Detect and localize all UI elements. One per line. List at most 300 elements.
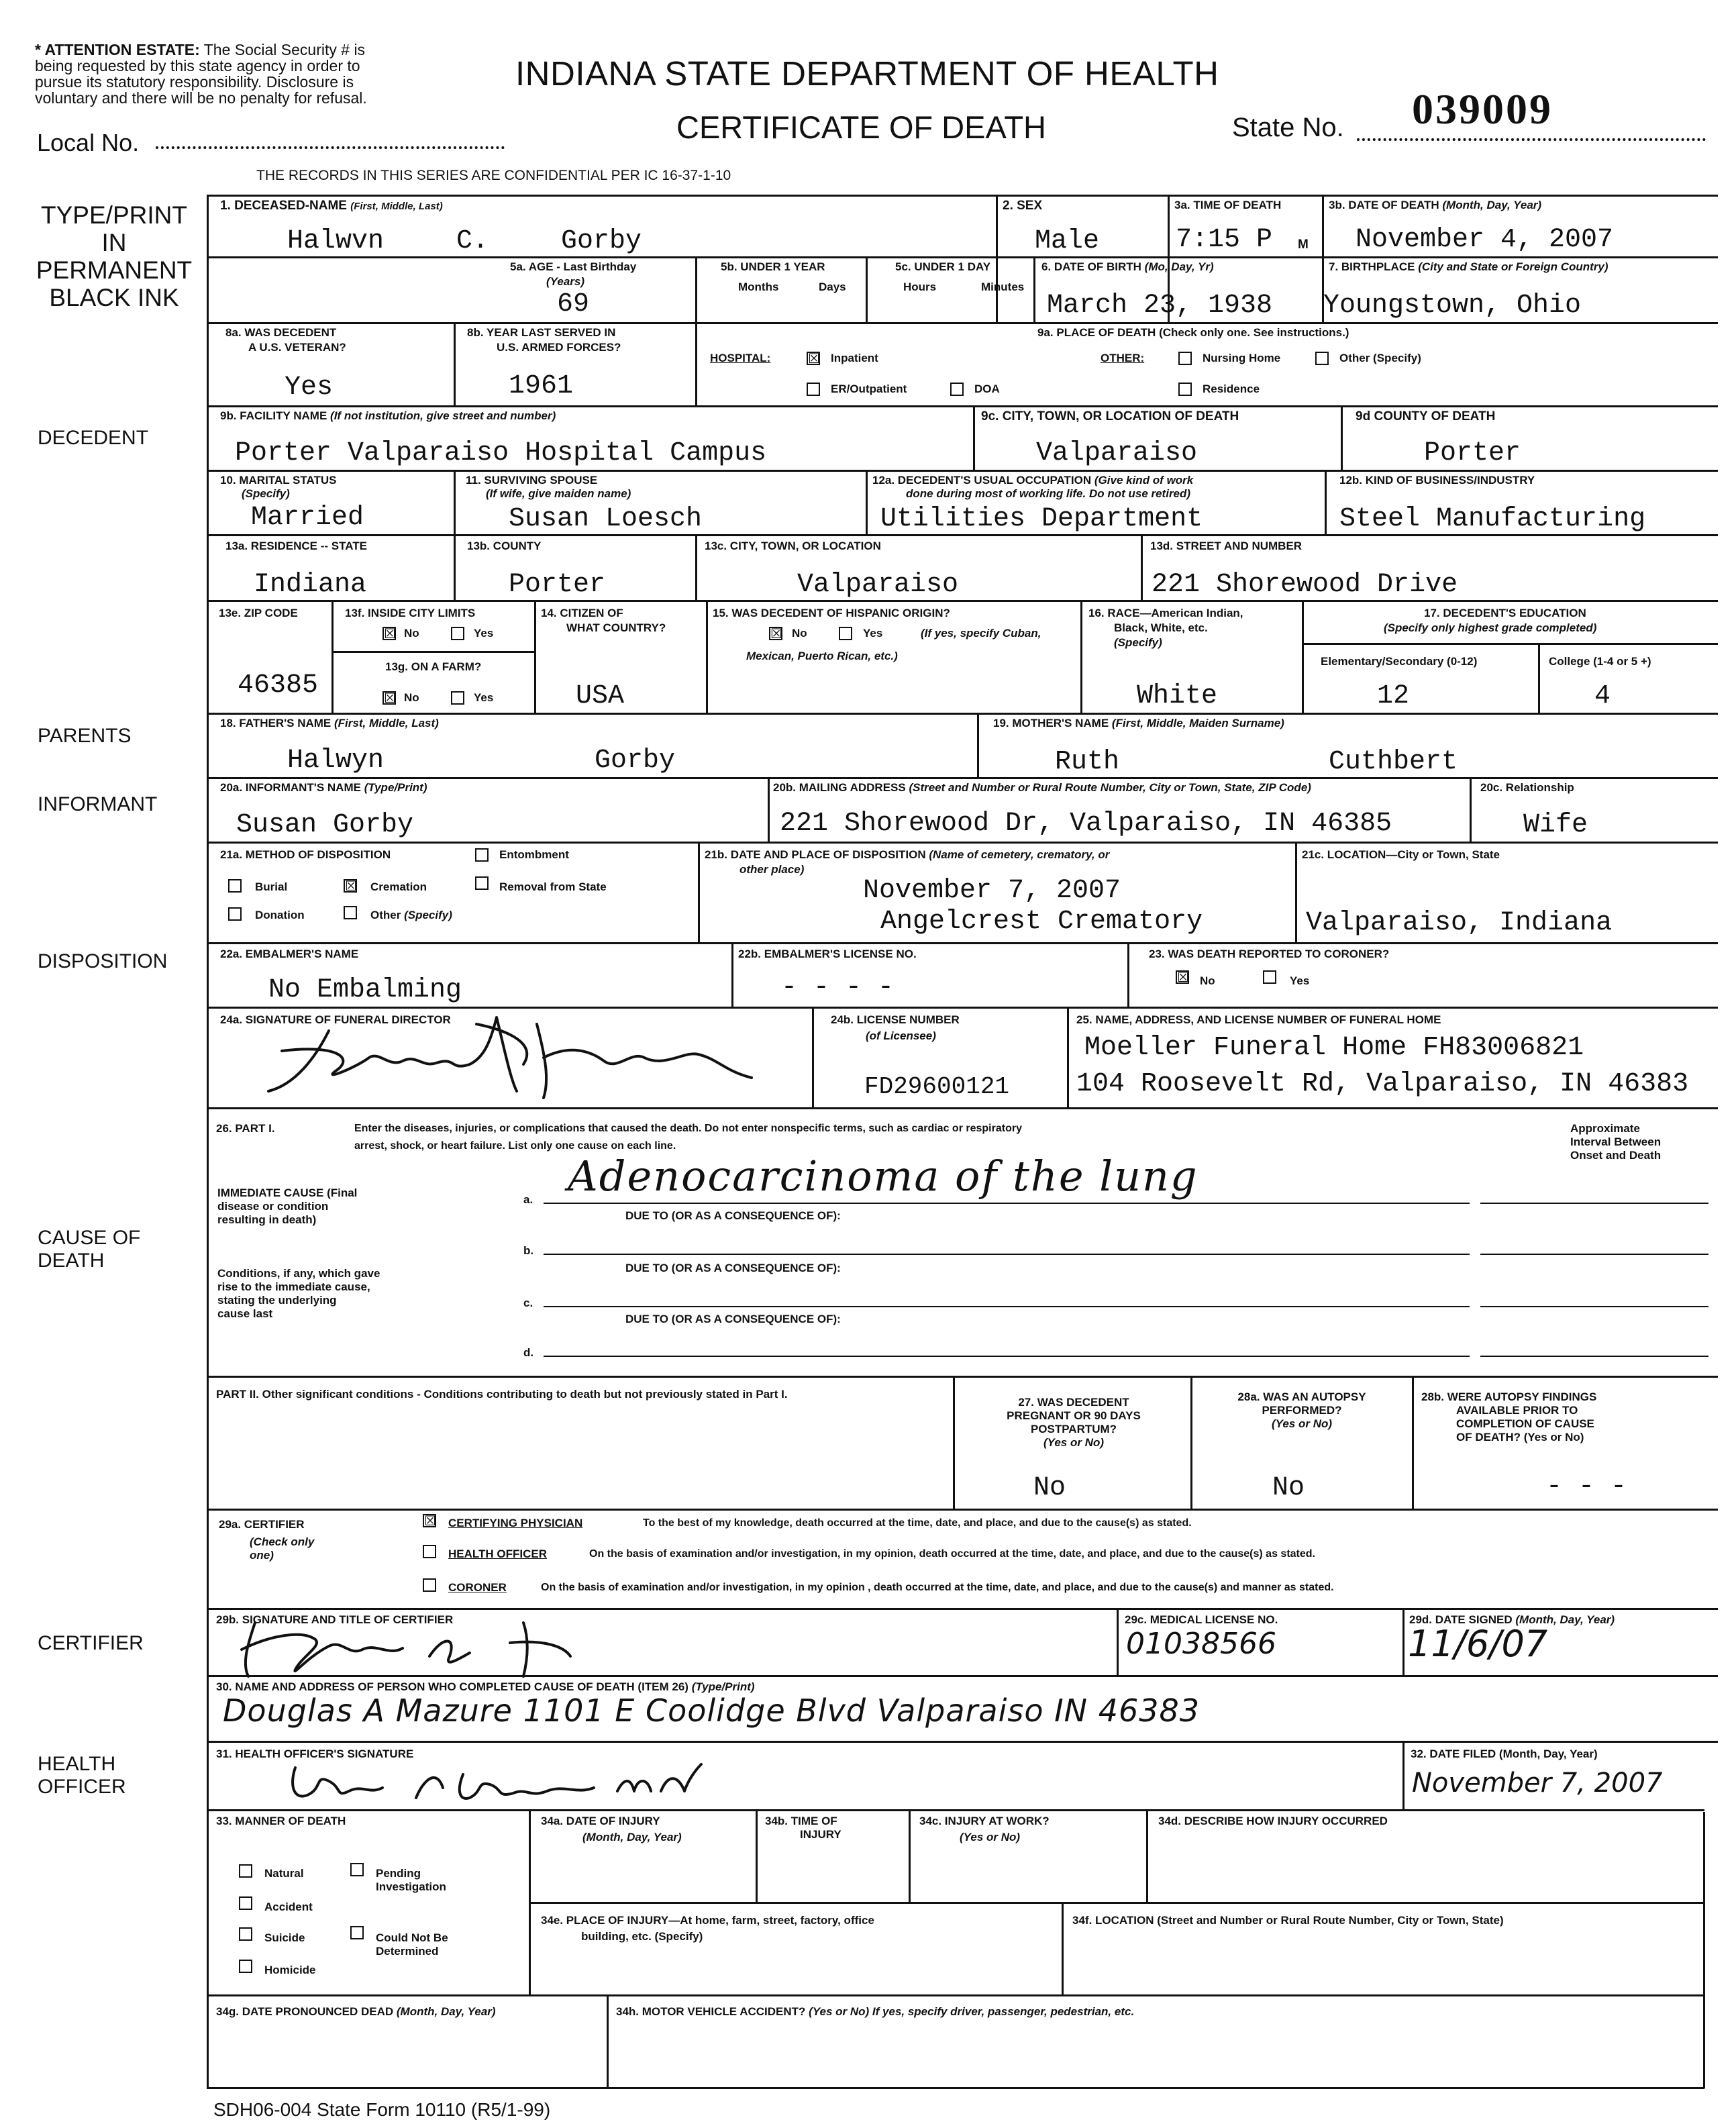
date-of-death[interactable]: November 4, 2007 — [1356, 225, 1614, 255]
pending-checkbox[interactable] — [350, 1863, 364, 1876]
form-footer: SDH06-004 State Form 10110 (R5/1-99) — [213, 2099, 551, 2120]
education-elementary[interactable]: 12 — [1377, 681, 1410, 711]
col-line — [1402, 1741, 1405, 1809]
field-13d-label: 13d. STREET AND NUMBER — [1150, 540, 1303, 552]
funeral-home-address[interactable]: 104 Roosevelt Rd, Valparaiso, IN 46383 — [1076, 1069, 1689, 1099]
veteran-value[interactable]: Yes — [285, 372, 334, 403]
field-15-label: 15. WAS DECEDENT OF HISPANIC ORIGIN? — [713, 607, 950, 619]
col-line — [454, 470, 456, 534]
row-line — [207, 942, 1718, 944]
field-32-label: 32. DATE FILED (Month, Day, Year) — [1411, 1747, 1598, 1760]
accident-label: Accident — [264, 1901, 313, 1913]
field-9a-label: 9a. PLACE OF DEATH (Check only one. See instructions.) — [1037, 326, 1349, 339]
field-21c-label: 21c. LOCATION—City or Town, State — [1302, 848, 1500, 861]
field-19-label: 19. MOTHER'S NAME (First, Middle, Maiden Surname) — [993, 717, 1284, 729]
usual-occupation[interactable]: Utilities Department — [880, 504, 1203, 534]
autopsy-value[interactable]: No — [1272, 1473, 1305, 1503]
time-m-suffix: M — [1298, 238, 1309, 252]
age-years[interactable]: 69 — [557, 289, 590, 319]
field-5b-label: 5b. UNDER 1 YEAR — [721, 260, 825, 273]
col-line — [1062, 1902, 1064, 1994]
field-13b-label: 13b. COUNTY — [467, 540, 542, 552]
field-15-note-2: Mexican, Puerto Rican, etc.) — [746, 650, 898, 662]
coroner-yes-checkbox[interactable] — [1263, 970, 1276, 984]
col-line — [534, 600, 536, 713]
field-34g-label: 34g. DATE PRONOUNCED DEAD (Month, Day, Year) — [216, 2005, 496, 2018]
col-line — [731, 942, 733, 1007]
field-27-label: 27. WAS DECEDENT PREGNANT OR 90 DAYS POSTPARTUM? (Yes or No) — [1007, 1396, 1141, 1449]
race-value[interactable]: White — [1137, 681, 1218, 711]
col-line — [698, 842, 700, 942]
time-of-death[interactable]: 7:15 P — [1176, 225, 1273, 255]
mother-maiden-name[interactable]: Cuthbert — [1329, 747, 1458, 777]
field-11-note: (If wife, give maiden name) — [486, 487, 631, 500]
mother-first-name[interactable]: Ruth — [1055, 747, 1120, 777]
coroner-certifier-text: On the basis of examination and/or investigation, in my opinion , death occurred at the time, date, and place, and due to the cause(s) and manner as stated. — [541, 1582, 1334, 1593]
field-24a-label: 24a. SIGNATURE OF FUNERAL DIRECTOR — [220, 1013, 451, 1026]
field-34c-note: (Yes or No) — [960, 1831, 1021, 1843]
cremation-label: Cremation — [370, 880, 427, 893]
col-line — [695, 534, 697, 600]
field-13a-label: 13a. RESIDENCE -- STATE — [225, 540, 367, 552]
certificate-title: CERTIFICATE OF DEATH — [676, 109, 1046, 145]
farm-no-checkbox[interactable]: ☒ — [384, 690, 396, 706]
side-label-decedent: DECEDENT — [38, 427, 149, 449]
residence-state[interactable]: Indiana — [254, 570, 367, 600]
part-1-instructions: Enter the diseases, injuries, or complications that caused the death. Do not enter nonspecific terms, such as cardiac or respiratory — [354, 1123, 1022, 1134]
informant-name[interactable]: Susan Gorby — [236, 810, 414, 840]
pregnant-value[interactable]: No — [1033, 1473, 1066, 1503]
field-16-label-2: Black, White, etc. — [1114, 621, 1208, 634]
row-line — [207, 322, 1718, 324]
natural-label: Natural — [264, 1867, 304, 1880]
field-21a-label: 21a. METHOD OF DISPOSITION — [220, 848, 391, 861]
field-28b-label: 28b. WERE AUTOPSY FINDINGS AVAILABLE PRIOR TO COMPLETION OF CAUSE OF DEATH? (Yes or No) — [1421, 1390, 1597, 1443]
burial-label: Burial — [255, 880, 288, 893]
date-filed-value[interactable]: November 7, 2007 — [1412, 1768, 1663, 1798]
row-line — [207, 1376, 1718, 1378]
cause-line-b — [544, 1254, 1470, 1255]
field-20b-label: 20b. MAILING ADDRESS (Street and Number or Rural Route Number, City or Town, State, ZIP Code) — [773, 781, 1311, 794]
row-line — [207, 713, 1718, 715]
col-line — [866, 470, 868, 534]
other-place-checkbox[interactable] — [1315, 352, 1329, 365]
doa-checkbox[interactable] — [950, 383, 964, 396]
field-34e-label: 34e. PLACE OF INJURY—At home, farm, street, factory, office — [541, 1914, 874, 1927]
row-line — [207, 1509, 1718, 1511]
col-line — [977, 713, 979, 777]
date-of-birth[interactable]: March 23, 1938 — [1047, 291, 1273, 321]
due-to-b: DUE TO (OR AS A CONSEQUENCE OF): — [625, 1209, 841, 1222]
field-8b-label: 8b. YEAR LAST SERVED IN — [467, 326, 616, 339]
col-line — [454, 322, 456, 405]
field-22b-label: 22b. EMBALMER'S LICENSE NO. — [738, 948, 917, 960]
farm-yes-label: Yes — [474, 691, 494, 704]
education-elementary-label: Elementary/Secondary (0-12) — [1321, 655, 1478, 668]
field-33-label: 33. MANNER OF DEATH — [216, 1815, 346, 1827]
state-no-leader — [1357, 138, 1706, 141]
col-line — [1190, 1376, 1192, 1509]
col-line — [1325, 470, 1327, 534]
field-13c-label: 13c. CITY, TOWN, OR LOCATION — [705, 540, 881, 552]
interval-line-b — [1480, 1254, 1708, 1255]
line-b-marker: b. — [523, 1244, 534, 1257]
nursing-home-checkbox[interactable] — [1178, 352, 1192, 365]
col-line — [1067, 1007, 1069, 1107]
row-line — [207, 534, 1718, 536]
removal-label: Removal from State — [499, 880, 607, 893]
hispanic-yes-checkbox[interactable] — [839, 627, 852, 640]
field-2-label: 2. SEX — [1003, 199, 1043, 213]
other-place-label: OTHER: — [1101, 352, 1145, 364]
notice-heading: * ATTENTION ESTATE: — [35, 41, 200, 58]
side-label-cause-of-death: CAUSE OF DEATH — [38, 1227, 141, 1272]
row-line — [207, 405, 1718, 407]
city-limits-yes-checkbox[interactable] — [451, 627, 464, 640]
col-line — [1302, 600, 1304, 713]
natural-checkbox[interactable] — [239, 1864, 252, 1878]
field-34e-label-2: building, etc. (Specify) — [581, 1930, 703, 1943]
side-label-certifier: CERTIFIER — [38, 1632, 144, 1654]
col-line — [1412, 1376, 1414, 1509]
field-5a-label: 5a. AGE - Last Birthday — [510, 260, 637, 273]
residence-county[interactable]: Porter — [509, 570, 606, 600]
field-14-label-2: WHAT COUNTRY? — [566, 621, 666, 634]
field-9c-label: 9c. CITY, TOWN, OR LOCATION OF DEATH — [981, 409, 1239, 423]
embalmer-license[interactable]: - - - - — [781, 972, 895, 1003]
row-line — [207, 470, 1718, 472]
field-9d-label: 9d COUNTY OF DEATH — [1356, 409, 1496, 423]
field-8b-label-2: U.S. ARMED FORCES? — [497, 341, 621, 354]
health-officer-checkbox[interactable] — [423, 1545, 436, 1558]
field-20c-label: 20c. Relationship — [1480, 781, 1574, 794]
local-no-label: Local No. — [37, 129, 140, 156]
field-21b-note: other place) — [739, 863, 805, 876]
suicide-checkbox[interactable] — [239, 1927, 252, 1941]
facility-name[interactable]: Porter Valparaiso Hospital Campus — [235, 438, 767, 468]
field-20a-label: 20a. INFORMANT'S NAME (Type/Print) — [220, 781, 427, 794]
field-29d-label: 29d. DATE SIGNED (Month, Day, Year) — [1409, 1613, 1615, 1626]
row-line — [207, 2087, 1704, 2089]
education-college-label: College (1-4 or 5 +) — [1549, 655, 1651, 668]
field-34b-label: 34b. TIME OF INJURY — [765, 1815, 841, 1841]
col-line — [1033, 256, 1035, 322]
col-line — [1402, 1608, 1405, 1675]
inpatient-label: Inpatient — [831, 352, 878, 364]
col-line — [1470, 777, 1472, 842]
field-12a-label: 12a. DECEDENT'S USUAL OCCUPATION (Give kind of work — [872, 474, 1194, 487]
field-17-note: (Specify only highest grade completed) — [1384, 621, 1597, 634]
field-5a-note: (Years) — [546, 275, 585, 288]
department-title: INDIANA STATE DEPARTMENT OF HEALTH — [515, 54, 1219, 93]
zip-code[interactable]: 46385 — [238, 670, 319, 701]
other-disposition-label: Other (Specify) — [370, 909, 452, 921]
city-limits-no-checkbox[interactable]: ☒ — [384, 625, 396, 642]
field-3a-label: 3a. TIME OF DEATH — [1174, 199, 1282, 211]
interval-line-d — [1480, 1356, 1708, 1357]
donation-label: Donation — [255, 909, 305, 921]
suicide-label: Suicide — [264, 1931, 305, 1944]
field-5c-label: 5c. UNDER 1 DAY — [895, 260, 991, 273]
col-line — [695, 322, 697, 405]
row-line — [529, 1902, 1704, 1904]
col-line — [953, 1376, 955, 1509]
nursing-home-label: Nursing Home — [1203, 352, 1281, 364]
col-line — [529, 1809, 531, 1994]
row-line — [207, 1994, 1704, 1996]
funeral-director-signature — [255, 1004, 765, 1105]
field-24b-label: 24b. LICENSE NUMBER — [831, 1013, 960, 1026]
residence-city[interactable]: Valparaiso — [797, 570, 959, 600]
field-31-label: 31. HEALTH OFFICER'S SIGNATURE — [216, 1747, 414, 1760]
father-last-name[interactable]: Gorby — [595, 746, 676, 776]
field-15-note: (If yes, specify Cuban, — [921, 627, 1041, 640]
field-8a-label-2: A U.S. VETERAN? — [248, 341, 346, 354]
row-line — [331, 651, 534, 653]
burial-checkbox[interactable] — [228, 879, 242, 893]
notice-line1: The Social Security # is — [203, 41, 366, 58]
completer-name-address[interactable]: Douglas A Mazure 1101 E Coolidge Blvd Valparaiso IN 46383 — [223, 1692, 1201, 1729]
field-34a-label: 34a. DATE OF INJURY — [541, 1815, 660, 1827]
disposition-date[interactable]: November 7, 2007 — [863, 876, 1121, 906]
hispanic-yes-label: Yes — [863, 627, 883, 640]
field-3b-label: 3b. DATE OF DEATH (Month, Day, Year) — [1329, 199, 1542, 211]
line-c-marker: c. — [523, 1297, 533, 1309]
city-limits-no-label: No — [404, 627, 419, 640]
residence-label: Residence — [1203, 383, 1260, 395]
entombment-checkbox[interactable] — [475, 848, 489, 862]
removal-checkbox[interactable] — [475, 876, 489, 890]
entombment-label: Entombment — [499, 848, 569, 861]
coroner-no-checkbox[interactable]: ☒ — [1177, 969, 1189, 985]
residence-checkbox[interactable] — [1178, 383, 1192, 396]
form-left-border — [207, 195, 209, 2088]
homicide-checkbox[interactable] — [239, 1960, 252, 1973]
field-13e-label: 13e. ZIP CODE — [219, 607, 298, 619]
field-24b-note: (of Licensee) — [866, 1029, 936, 1042]
field-34a-note: (Month, Day, Year) — [582, 1831, 682, 1843]
col-line — [756, 1809, 758, 1902]
field-10-label: 10. MARITAL STATUS — [220, 474, 337, 487]
deceased-first-name[interactable]: Halwvn — [287, 226, 385, 256]
farm-yes-checkbox[interactable] — [451, 691, 464, 705]
field-16-label-3: (Specify) — [1114, 636, 1162, 649]
col-line — [331, 600, 334, 713]
date-signed-value[interactable]: 11/6/07 — [1408, 1623, 1548, 1665]
undetermined-label: Could Not Be Determined — [376, 1931, 448, 1958]
field-5c-hours: Hours — [903, 281, 937, 293]
field-21b-label: 21b. DATE AND PLACE OF DISPOSITION (Name of cemetery, crematory, or — [705, 848, 1110, 861]
immediate-cause-value[interactable]: Adenocarcinoma of the lung — [568, 1152, 1198, 1201]
sex-value[interactable]: Male — [1035, 226, 1100, 256]
farm-no-label: No — [404, 691, 419, 704]
autopsy-findings-value[interactable]: - - - — [1546, 1472, 1627, 1502]
notice-line4: voluntary and there will be no penalty for refusal. — [35, 89, 367, 107]
county-of-death[interactable]: Porter — [1424, 438, 1521, 468]
father-first-name[interactable]: Halwyn — [287, 746, 385, 776]
field-5b-months: Months — [738, 281, 779, 293]
col-line — [973, 405, 975, 470]
citizen-country[interactable]: USA — [576, 681, 625, 711]
field-25-label: 25. NAME, ADDRESS, AND LICENSE NUMBER OF FUNERAL HOME — [1076, 1013, 1441, 1026]
col-line — [695, 256, 697, 322]
part-2-label: PART II. Other significant conditions - Conditions contributing to death but not previously stated in Part I. — [216, 1388, 788, 1401]
doa-label: DOA — [974, 383, 1000, 395]
disposition-place[interactable]: Angelcrest Crematory — [880, 907, 1203, 937]
other-disposition-checkbox[interactable] — [344, 906, 357, 919]
accident-checkbox[interactable] — [239, 1896, 252, 1910]
field-7-label: 7. BIRTHPLACE (City and State or Foreign Country) — [1329, 260, 1609, 273]
col-line — [1117, 1608, 1119, 1675]
field-8a-label: 8a. WAS DECEDENT — [225, 326, 337, 339]
field-9b-label: 9b. FACILITY NAME (If not institution, give street and number) — [220, 409, 556, 422]
certifying-physician-label: CERTIFYING PHYSICIAN — [448, 1517, 583, 1529]
privacy-notice — [35, 42, 491, 106]
funeral-director-license[interactable]: FD29600121 — [864, 1073, 1010, 1101]
col-line — [1538, 644, 1540, 713]
interval-line-a — [1480, 1203, 1708, 1204]
col-line — [866, 256, 868, 322]
col-line — [1295, 842, 1297, 942]
field-1-label: 1. DECEASED-NAME (First, Middle, Last) — [220, 199, 443, 213]
mailing-address[interactable]: 221 Shorewood Dr, Valparaiso, IN 46385 — [780, 809, 1392, 839]
marital-status[interactable]: Married — [251, 503, 364, 533]
part-1-instructions-2: arrest, shock, or heart failure. List only one cause on each line. — [354, 1140, 676, 1152]
city-of-death[interactable]: Valparaiso — [1036, 438, 1198, 468]
due-to-d: DUE TO (OR AS A CONSEQUENCE OF): — [625, 1313, 841, 1325]
form-right-border — [1703, 1812, 1705, 2088]
col-line — [812, 1007, 814, 1107]
er-label: ER/Outpatient — [831, 383, 907, 395]
col-line — [1127, 942, 1129, 1007]
field-13f-label: 13f. INSIDE CITY LIMITS — [345, 607, 476, 619]
field-22a-label: 22a. EMBALMER'S NAME — [220, 948, 359, 960]
row-line — [207, 1107, 1718, 1109]
state-number: 039009 — [1412, 85, 1553, 133]
coroner-no-label: No — [1200, 974, 1215, 987]
deceased-middle-name[interactable]: C. — [456, 226, 489, 256]
underlying-conditions-label: Conditions, if any, which gave rise to the immediate cause, stating the underlying cause last — [217, 1267, 380, 1320]
row-line — [207, 256, 1718, 258]
education-college[interactable]: 4 — [1594, 681, 1611, 711]
inpatient-checkbox[interactable]: ☒ — [808, 350, 820, 366]
confidential-note: THE RECORDS IN THIS SERIES ARE CONFIDENTIAL PER IC 16-37-1-10 — [256, 168, 731, 183]
medical-license-value[interactable]: 01038566 — [1126, 1627, 1276, 1661]
row-line — [207, 195, 1718, 197]
year-last-served[interactable]: 1961 — [509, 371, 574, 401]
field-34h-label: 34h. MOTOR VEHICLE ACCIDENT? (Yes or No) If yes, specify driver, passenger, pedestrian, etc. — [616, 2005, 1135, 2018]
row-line — [1302, 643, 1718, 645]
undetermined-checkbox[interactable] — [350, 1926, 364, 1939]
health-officer-signature — [282, 1761, 711, 1808]
col-line — [768, 777, 770, 842]
coroner-certifier-label: CORONER — [448, 1581, 507, 1594]
cause-line-a — [544, 1203, 1470, 1204]
relationship[interactable]: Wife — [1523, 810, 1588, 840]
health-officer-label: HEALTH OFFICER — [448, 1548, 548, 1560]
field-23-label: 23. WAS DEATH REPORTED TO CORONER? — [1149, 948, 1390, 960]
state-no-label: State No. — [1232, 113, 1344, 142]
surviving-spouse[interactable]: Susan Loesch — [509, 504, 703, 534]
col-line — [1080, 600, 1082, 713]
hispanic-no-label: No — [792, 627, 807, 640]
notice-line2: being requested by this state agency in order to — [35, 57, 360, 74]
coroner-yes-label: Yes — [1290, 974, 1310, 987]
side-label-disposition: DISPOSITION — [38, 950, 168, 972]
deceased-last-name[interactable]: Gorby — [561, 226, 642, 256]
residence-street[interactable]: 221 Shorewood Drive — [1152, 570, 1458, 600]
immediate-cause-label: IMMEDIATE CAUSE (Final disease or condition resulting in death) — [217, 1186, 358, 1226]
field-12b-label: 12b. KIND OF BUSINESS/INDUSTRY — [1339, 474, 1535, 487]
due-to-c: DUE TO (OR AS A CONSEQUENCE OF): — [625, 1262, 841, 1274]
field-28a-label: 28a. WAS AN AUTOPSY PERFORMED? (Yes or No) — [1237, 1390, 1366, 1430]
funeral-home-name[interactable]: Moeller Funeral Home FH83006821 — [1084, 1033, 1584, 1063]
row-line — [207, 1809, 1704, 1811]
embalmer-name[interactable]: No Embalming — [268, 975, 462, 1005]
field-34f-label: 34f. LOCATION (Street and Number or Rural Route Number, City or Town, State) — [1072, 1914, 1504, 1927]
field-13g-label: 13g. ON A FARM? — [385, 660, 482, 673]
cause-line-d — [544, 1356, 1470, 1357]
side-label-informant: INFORMANT — [38, 793, 158, 815]
certifier-signature — [228, 1609, 658, 1683]
col-line — [1341, 405, 1343, 470]
row-line — [207, 842, 1718, 844]
birthplace[interactable]: Youngstown, Ohio — [1323, 291, 1582, 321]
hospital-label: HOSPITAL: — [710, 352, 771, 364]
field-11-label: 11. SURVIVING SPOUSE — [466, 474, 598, 487]
field-29c-label: 29c. MEDICAL LICENSE NO. — [1125, 1613, 1278, 1626]
hispanic-no-checkbox[interactable]: ☒ — [770, 625, 782, 642]
field-10-note: (Specify) — [242, 487, 290, 500]
field-30-label: 30. NAME AND ADDRESS OF PERSON WHO COMPLETED CAUSE OF DEATH (ITEM 26) (Type/Print) — [216, 1680, 755, 1693]
coroner-certifier-checkbox[interactable] — [423, 1578, 436, 1592]
local-no-leader — [156, 146, 505, 149]
certifying-physician-text: To the best of my knowledge, death occurred at the time, date, and place, and due to the cause(s) as stated. — [643, 1517, 1192, 1529]
line-a-marker: a. — [523, 1193, 533, 1206]
field-34d-label: 34d. DESCRIBE HOW INJURY OCCURRED — [1158, 1815, 1388, 1827]
col-line — [1146, 1809, 1148, 1902]
col-line — [706, 600, 708, 713]
disposition-location[interactable]: Valparaiso, Indiana — [1306, 908, 1613, 938]
row-line — [207, 600, 1718, 602]
homicide-label: Homicide — [264, 1964, 316, 1976]
er-checkbox[interactable] — [807, 383, 820, 396]
business-industry[interactable]: Steel Manufacturing — [1339, 504, 1646, 534]
type-print-instruction: TYPE/PRINT IN PERMANENT BLACK INK — [36, 201, 193, 311]
pending-label: Pending Investigation — [376, 1867, 446, 1893]
field-12a-note: done during most of working life. Do not use retired) — [906, 487, 1191, 500]
side-label-parents: PARENTS — [38, 725, 132, 747]
city-limits-yes-label: Yes — [474, 627, 494, 640]
row-line — [207, 1741, 1718, 1743]
field-14-label: 14. CITIZEN OF — [541, 607, 623, 619]
other-place-specify: Other (Specify) — [1339, 352, 1421, 364]
interval-label: Approximate Interval Between Onset and Death — [1570, 1122, 1662, 1162]
interval-line-c — [1480, 1306, 1708, 1307]
certifying-physician-checkbox[interactable]: ☒ — [424, 1513, 436, 1529]
field-29b-label: 29b. SIGNATURE AND TITLE OF CERTIFIER — [216, 1613, 454, 1626]
field-29a-note: (Check only one) — [250, 1535, 315, 1562]
field-18-label: 18. FATHER'S NAME (First, Middle, Last) — [220, 717, 439, 729]
line-d-marker: d. — [523, 1346, 534, 1359]
donation-checkbox[interactable] — [228, 907, 242, 921]
col-line — [607, 1994, 609, 2087]
field-5c-minutes: Minutes — [981, 281, 1025, 293]
field-6-label: 6. DATE OF BIRTH (Mo, Day, Yr) — [1041, 260, 1214, 273]
health-officer-text: On the basis of examination and/or investigation, in my opinion, death occurred at the time, date, and place, and due to the cause(s) as stated. — [589, 1548, 1315, 1560]
cremation-checkbox[interactable]: ☒ — [345, 878, 357, 894]
notice-line3: pursue its statutory responsibility. Disclosure is — [35, 73, 354, 91]
